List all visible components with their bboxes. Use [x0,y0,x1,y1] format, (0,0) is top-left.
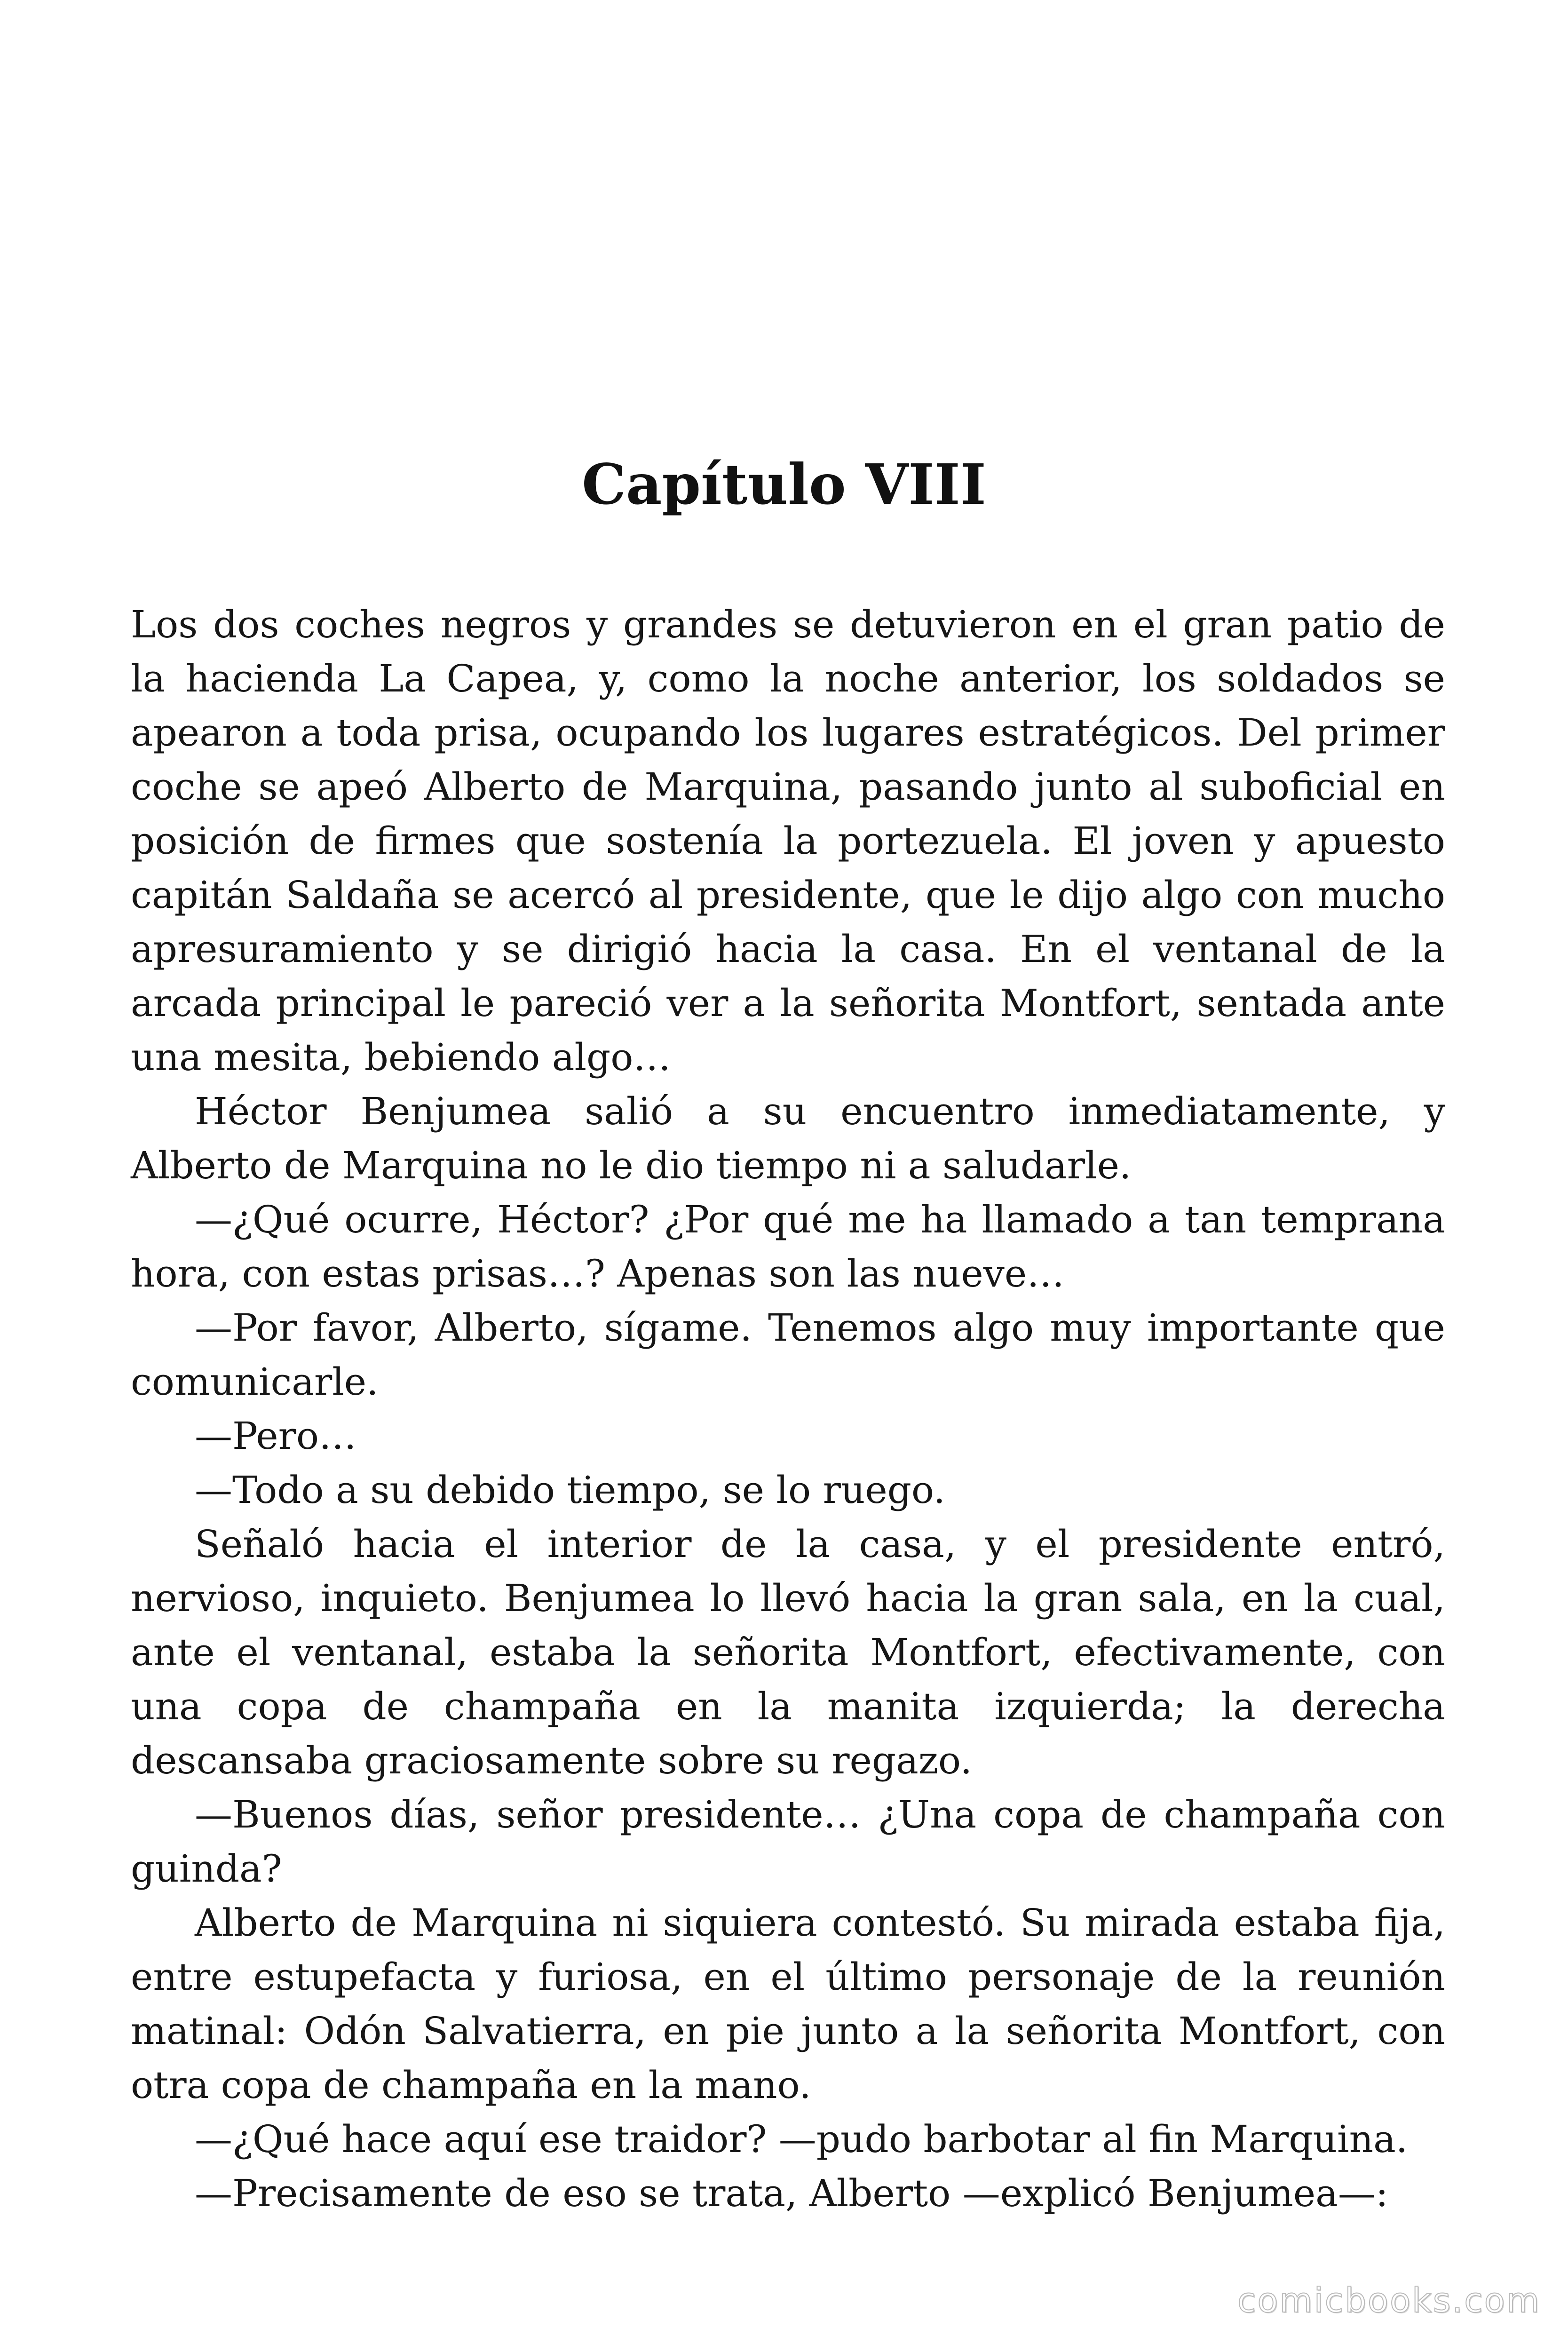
paragraph: Héctor Benjumea salió a su encuentro inmediatamente, y Alberto de Marquina no le dio tiempo ni a saludarle. [131,1089,1445,1187]
paragraph: Los dos coches negros y grandes se detuvieron en el gran patio de la hacienda La Capea, y, como la noche anterior, los soldados se apearon a toda prisa, ocupando los lugares estratégicos. Del primer coche se apeó Alberto de Marquina, pasando junto al suboficial en posición de firmes que sostenía la portezuela. El joven y apuesto capitán Saldaña se acercó al presidente, que le dijo algo con mucho apresuramiento y se dirigió hacia la casa. En el ventanal de la arcada principal le pareció ver a la señorita Montfort, sentada ante una mesita, bebiendo algo… [131,603,1445,1079]
watermark-logo: comicbooks.com [1237,2280,1541,2320]
paragraph: Señaló hacia el interior de la casa, y el presidente entró, nervioso, inquieto. Benjumea lo llevó hacia la gran sala, en la cual, ante el ventanal, estaba la señorita Montfort, efectivamente, con una copa de champaña en la manita izquierda; la derecha descansaba graciosamente sobre su regazo. [131,1522,1445,1782]
dialogue-paragraph: —¿Qué ocurre, Héctor? ¿Por qué me ha llamado a tan temprana hora, con estas prisas…? Apenas son las nueve… [131,1198,1445,1295]
paragraph: Alberto de Marquina ni siquiera contestó. Su mirada estaba fija, entre estupefacta y furiosa, en el último personaje de la reunión matinal: Odón Salvatierra, en pie junto a la señorita Montfort, con otra copa de champaña en la mano. [131,1901,1445,2107]
dialogue-paragraph: —Por favor, Alberto, sígame. Tenemos algo muy importante que comunicarle. [131,1306,1445,1404]
dialogue-paragraph: —Buenos días, señor presidente… ¿Una copa de champaña con guinda? [131,1793,1445,1891]
dialogue-paragraph: —Pero… [195,1414,356,1458]
dialogue-paragraph: —¿Qué hace aquí ese traidor? —pudo barbotar al fin Marquina. [195,2117,1408,2161]
chapter-body [131,597,1445,2220]
dialogue-paragraph: —Todo a su debido tiempo, se lo ruego. [195,1468,946,1512]
chapter-title: Capítulo VIII [582,452,986,517]
dialogue-paragraph: —Precisamente de eso se trata, Alberto —explicó Benjumea—: [195,2171,1388,2215]
